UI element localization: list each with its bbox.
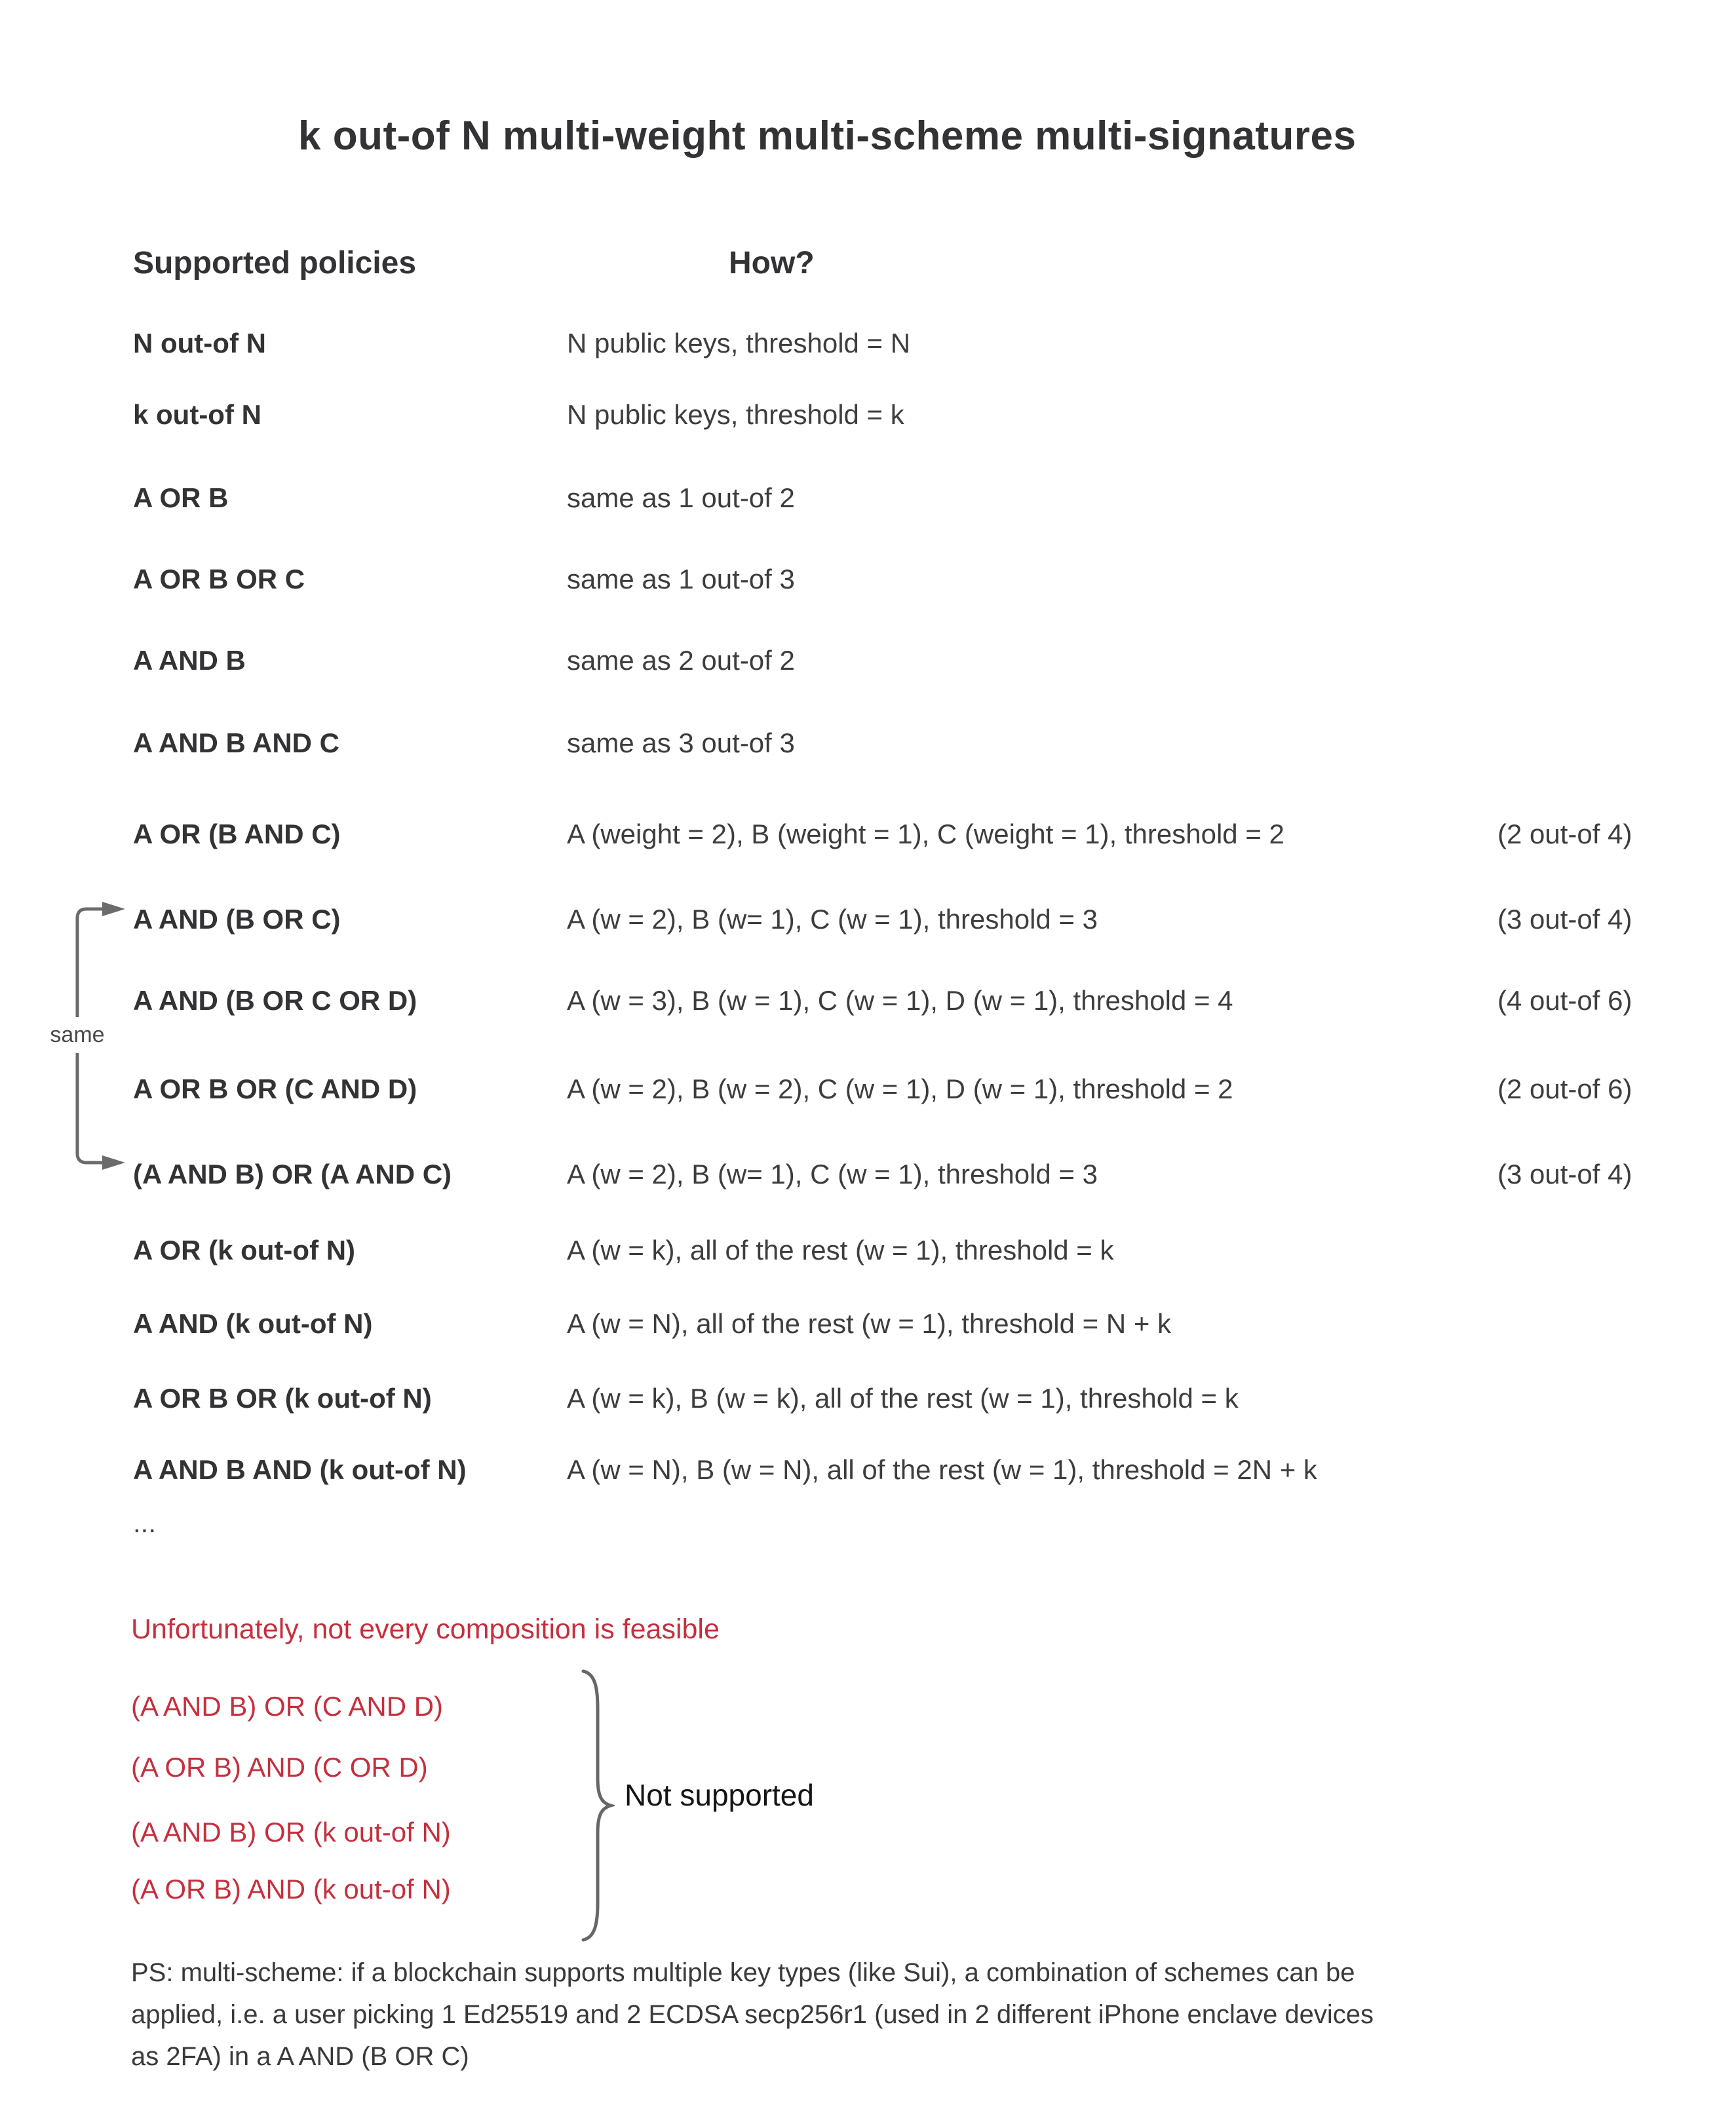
policy-label: A AND (k out-of N)	[133, 1308, 373, 1339]
how-text: same as 1 out-of 3	[567, 564, 795, 594]
table-row	[133, 564, 1673, 595]
how-text: A (w = 2), B (w = 2), C (w = 1), D (w = 1), threshold = 2	[567, 1073, 1233, 1104]
ps-line: as 2FA) in a A AND (B OR C)	[131, 2042, 469, 2071]
not-supported-label: Not supported	[625, 1778, 814, 1812]
how-text: N public keys, threshold = N	[567, 328, 911, 358]
how-text: A (w = k), B (w = k), all of the rest (w = 1), threshold = k	[567, 1383, 1239, 1414]
table-row	[133, 482, 1673, 514]
table-row	[133, 1383, 1673, 1414]
how-text: same as 1 out-of 2	[567, 482, 795, 513]
table-row	[133, 645, 1673, 676]
equivalence-note: (3 out-of 4)	[1497, 904, 1632, 935]
policy-label: A AND (B OR C OR D)	[133, 985, 417, 1016]
same-label: same	[38, 1017, 117, 1053]
how-text: A (w = 2), B (w= 1), C (w = 1), threshold = 3	[567, 1159, 1098, 1189]
same-arrow-bottom-icon	[102, 1155, 125, 1170]
how-text: A (w = N), B (w = N), all of the rest (w = 1), threshold = 2N + k	[567, 1454, 1317, 1485]
how-text: A (w = k), all of the rest (w = 1), threshold = k	[567, 1235, 1114, 1266]
column-header-supported-policies: Supported policies	[133, 246, 417, 280]
policy-label: A OR B OR (k out-of N)	[133, 1383, 432, 1414]
how-text: same as 3 out-of 3	[567, 727, 795, 758]
table-row	[133, 1159, 1673, 1190]
policy-label: A AND B AND (k out-of N)	[133, 1454, 467, 1485]
same-arrow-top-icon	[102, 902, 125, 916]
policy-label: A AND B AND C	[133, 727, 339, 758]
policy-label: A OR B	[133, 482, 229, 513]
policy-label: (A AND B) OR (A AND C)	[133, 1159, 452, 1189]
equivalence-note: (2 out-of 4)	[1497, 819, 1632, 849]
infeasible-item: (A OR B) AND (C OR D)	[131, 1752, 428, 1783]
table-row	[133, 985, 1673, 1016]
column-header-how: How?	[729, 246, 815, 280]
infeasible-item: (A OR B) AND (k out-of N)	[131, 1874, 451, 1904]
policy-label: A OR (k out-of N)	[133, 1235, 356, 1266]
equivalence-note: (2 out-of 6)	[1497, 1073, 1632, 1104]
equivalence-note: (3 out-of 4)	[1497, 1159, 1632, 1189]
policy-label: k out-of N	[133, 399, 261, 430]
how-text: N public keys, threshold = k	[567, 399, 904, 430]
ellipsis-text: ...	[133, 1507, 157, 1538]
how-text: A (w = 3), B (w = 1), C (w = 1), D (w = 1), threshold = 4	[567, 985, 1233, 1016]
policy-label: A OR B OR C	[133, 564, 305, 594]
table-row	[133, 399, 1673, 431]
policy-label: A OR (B AND C)	[133, 819, 341, 849]
curly-brace-icon	[575, 1668, 615, 1943]
table-row	[133, 1073, 1673, 1105]
table-row	[133, 1235, 1673, 1266]
how-text: A (w = N), all of the rest (w = 1), threshold = N + k	[567, 1308, 1172, 1339]
policy-label: A AND (B OR C)	[133, 904, 341, 935]
table-row	[133, 727, 1673, 759]
table-row	[133, 1454, 1673, 1486]
table-row	[133, 328, 1673, 359]
infeasible-item: (A AND B) OR (C AND D)	[131, 1691, 444, 1722]
ps-line: applied, i.e. a user picking 1 Ed25519 and 2 ECDSA secp256r1 (used in 2 different iPhone enclave devices	[131, 2000, 1374, 2029]
policy-label: A OR B OR (C AND D)	[133, 1073, 417, 1104]
how-text: same as 2 out-of 2	[567, 645, 795, 676]
policy-label: A AND B	[133, 645, 246, 676]
how-text: A (w = 2), B (w= 1), C (w = 1), threshold = 3	[567, 904, 1098, 935]
infeasible-heading: Unfortunately, not every composition is feasible	[131, 1614, 720, 1645]
policy-label: N out-of N	[133, 328, 266, 358]
page-title: k out-of N multi-weight multi-scheme multi-signatures	[298, 113, 1357, 159]
ps-line: PS: multi-scheme: if a blockchain supports multiple key types (like Sui), a combination of schemes can be	[131, 1958, 1355, 1987]
curly-brace	[575, 1668, 615, 1943]
table-row	[133, 1308, 1673, 1340]
ps-note	[131, 1952, 1374, 2078]
table-row	[133, 904, 1673, 935]
infeasible-item: (A AND B) OR (k out-of N)	[131, 1817, 451, 1847]
equivalence-note: (4 out-of 6)	[1497, 985, 1632, 1016]
how-text: A (weight = 2), B (weight = 1), C (weight = 1), threshold = 2	[567, 819, 1284, 849]
table-row	[133, 819, 1673, 850]
